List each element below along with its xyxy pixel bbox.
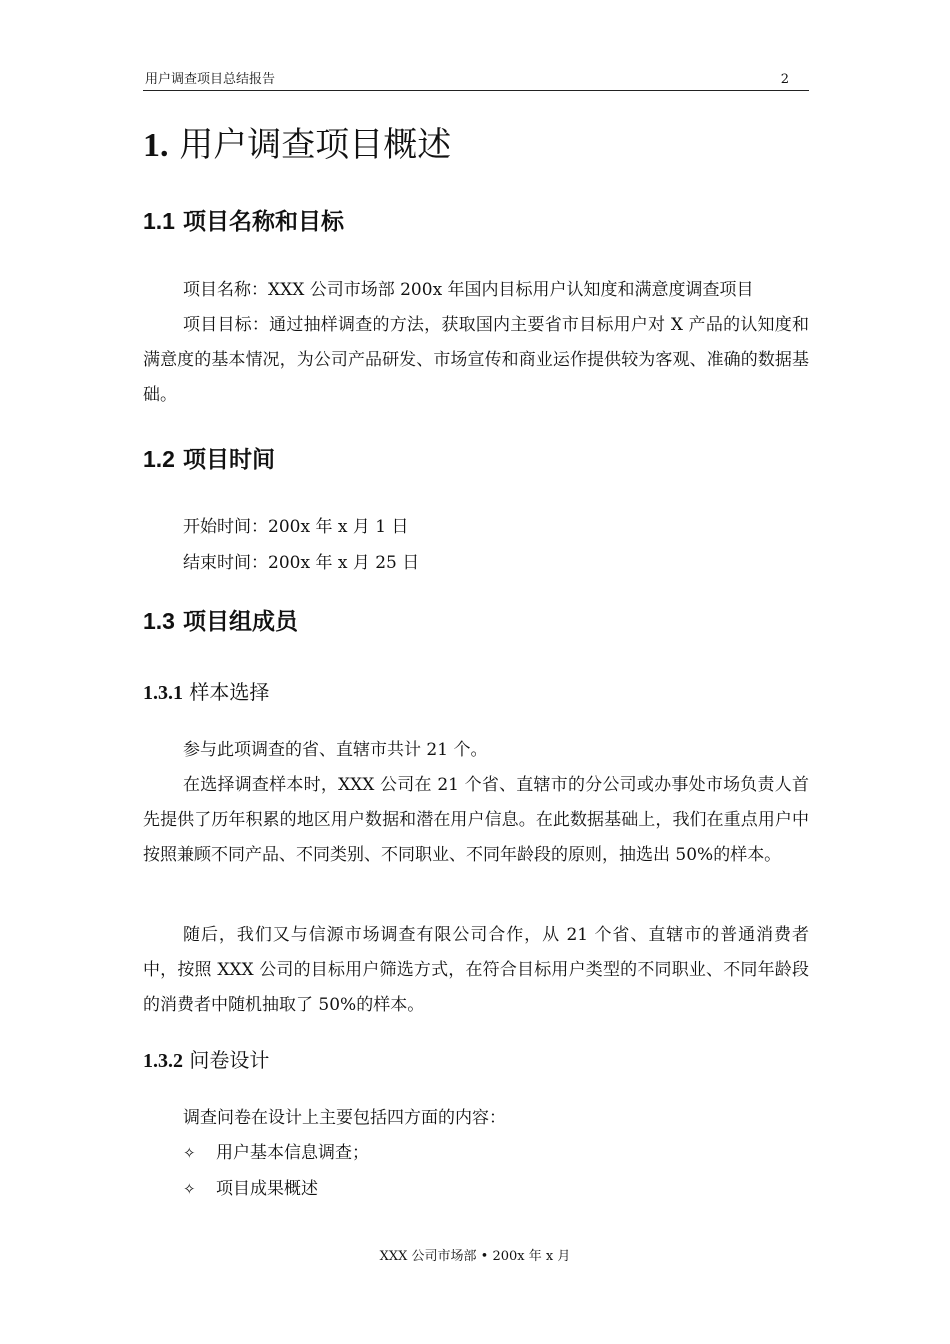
page-header <box>143 72 809 91</box>
section-title: 项目时间 <box>183 447 275 473</box>
subsection-heading-1-3-1 <box>143 677 269 708</box>
project-goal-paragraph: 项目目标：通过抽样调查的方法，获取国内主要省市目标用户对 X 产品的认知度和满意度的基本情况，为公司产品研发、市场宣传和商业运作提供较为客观、准确的数据基础。 <box>143 315 809 405</box>
section-number: 1.3 <box>143 608 175 634</box>
list-item <box>183 1172 318 1207</box>
questionnaire-intro: 调查问卷在设计上主要包括四方面的内容： <box>183 1108 506 1128</box>
section-heading-1-1 <box>143 204 344 239</box>
subsection-number: 1.3.2 <box>143 1050 183 1072</box>
sample-paragraph-1: 参与此项调查的省、直辖市共计 21 个。 <box>183 740 488 760</box>
section-heading-1-3 <box>143 604 298 639</box>
diamond-bullet-icon: ✧ <box>183 1144 196 1162</box>
header-page-number: 2 <box>780 72 789 87</box>
subsection-title: 问卷设计 <box>189 1048 270 1072</box>
subsection-title: 样本选择 <box>189 680 270 704</box>
section-number: 1.2 <box>143 446 175 472</box>
project-name-line: 项目名称：XXX 公司市场部 200x 年国内目标用户认知度和满意度调查项目 <box>183 280 754 300</box>
list-item-text: 用户基本信息调查； <box>216 1143 369 1163</box>
section-heading-1-2 <box>143 442 275 477</box>
start-time-line: 开始时间：200x 年 x 月 1 日 <box>183 517 409 537</box>
sample-paragraph-2: 在选择调查样本时，XXX 公司在 21 个省、直辖市的分公司或办事处市场负责人首先提供了历年积累的地区用户数据和潜在用户信息。在此数据基础上，我们在重点用户中按照兼顾不同产品、不同类别、不同职业、不同年龄段的原则，抽选出 50%的样本。 <box>143 775 809 865</box>
chapter-title: 用户调查项目概述 <box>179 125 452 165</box>
section-number: 1.1 <box>143 208 175 234</box>
list-item-text: 项目成果概述 <box>216 1179 318 1199</box>
subsection-number: 1.3.1 <box>143 682 183 704</box>
diamond-bullet-icon: ✧ <box>183 1180 196 1198</box>
section-title: 项目名称和目标 <box>183 209 344 235</box>
section-title: 项目组成员 <box>183 609 298 635</box>
page-footer: XXX 公司市场部 • 200x 年 x 月 <box>379 1249 571 1264</box>
chapter-heading <box>143 120 451 171</box>
header-title: 用户调查项目总结报告 <box>145 72 276 87</box>
end-time-line: 结束时间：200x 年 x 月 25 日 <box>183 553 420 573</box>
chapter-number: 1. <box>143 127 169 164</box>
subsection-heading-1-3-2 <box>143 1045 269 1076</box>
sample-paragraph-3: 随后，我们又与信源市场调查有限公司合作，从 21 个省、直辖市的普通消费者中，按照 XXX 公司的目标用户筛选方式，在符合目标用户类型的不同职业、不同年龄段的消费者中随机抽取了 50%的样本。 <box>143 925 809 1015</box>
list-item <box>183 1136 369 1171</box>
